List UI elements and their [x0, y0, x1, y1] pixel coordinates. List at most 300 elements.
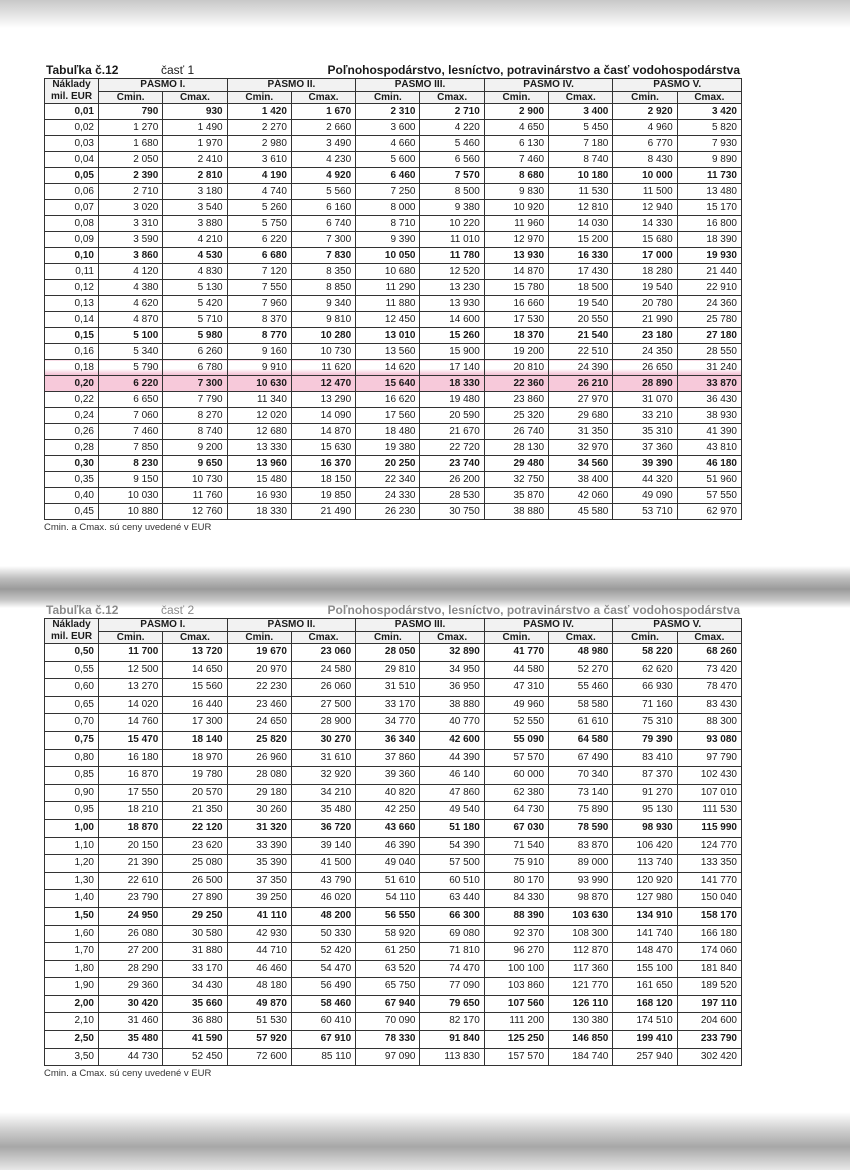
cmin-cell: 55 090: [484, 731, 548, 749]
cmax-cell: 30 580: [163, 925, 227, 943]
cost-cell: 0,02: [45, 120, 99, 136]
cmax-cell: 62 970: [677, 504, 741, 520]
cmax-cell: 78 470: [677, 679, 741, 697]
cmin-cell: 26 080: [99, 925, 163, 943]
cost-cell: 0,01: [45, 104, 99, 120]
cmin-cell: 11 880: [356, 296, 420, 312]
cmax-cell: 11 010: [420, 232, 484, 248]
cmax-cell: 48 980: [549, 644, 613, 662]
cmin-cell: 18 330: [227, 504, 291, 520]
table-row: [45, 749, 742, 767]
cmax-cell: 31 350: [549, 424, 613, 440]
cmin-cell: 100 100: [484, 960, 548, 978]
cmax-cell: 46 180: [677, 456, 741, 472]
cmin-cell: 42 250: [356, 802, 420, 820]
table-row: [45, 264, 742, 280]
cmax-cell: 5 560: [291, 184, 355, 200]
cmin-cell: 58 920: [356, 925, 420, 943]
cmax-cell: 17 300: [163, 714, 227, 732]
cmin-cell: 24 350: [613, 344, 677, 360]
cmin-cell: 84 330: [484, 890, 548, 908]
cmin-cell: 46 390: [356, 837, 420, 855]
cmax-cell: 3 180: [163, 184, 227, 200]
cost-cell: 0,55: [45, 661, 99, 679]
cmin-cell: 34 770: [356, 714, 420, 732]
cmin-cell: 96 270: [484, 943, 548, 961]
cmin-cell: 14 330: [613, 216, 677, 232]
cmin-cell: 9 150: [99, 472, 163, 488]
table-part-1: [44, 62, 742, 533]
cmin-cell: 18 280: [613, 264, 677, 280]
cmax-cell: 11 730: [677, 168, 741, 184]
cmax-cell: 43 790: [291, 872, 355, 890]
table-row: [45, 472, 742, 488]
cmin-cell: 79 390: [613, 731, 677, 749]
cmax-cell: 16 800: [677, 216, 741, 232]
cost-cell: 0,15: [45, 328, 99, 344]
cmin-cell: 5 600: [356, 152, 420, 168]
cmin-cell: 37 350: [227, 872, 291, 890]
table-row: [45, 184, 742, 200]
cmax-cell: 48 200: [291, 907, 355, 925]
cost-column-header: [45, 79, 99, 104]
cmin-cell: 43 660: [356, 819, 420, 837]
cost-cell: 0,26: [45, 424, 99, 440]
cmax-cell: 30 270: [291, 731, 355, 749]
cmax-cell: 24 580: [291, 661, 355, 679]
cmax-cell: 204 600: [677, 1013, 741, 1031]
cmin-header: Cmin.: [227, 91, 291, 104]
cmin-cell: 10 630: [227, 376, 291, 392]
cmin-cell: 7 250: [356, 184, 420, 200]
cmin-cell: 6 680: [227, 248, 291, 264]
cmax-cell: 26 060: [291, 679, 355, 697]
cmin-cell: 11 340: [227, 392, 291, 408]
cmax-cell: 7 180: [549, 136, 613, 152]
cmin-cell: 9 160: [227, 344, 291, 360]
cmin-cell: 30 260: [227, 802, 291, 820]
cmax-cell: 89 000: [549, 855, 613, 873]
cmin-cell: 2 390: [99, 168, 163, 184]
cmax-cell: 4 920: [291, 168, 355, 184]
cmin-cell: 11 700: [99, 644, 163, 662]
cmax-cell: 2 410: [163, 152, 227, 168]
cmax-cell: 64 580: [549, 731, 613, 749]
cmin-header: Cmin.: [484, 91, 548, 104]
cmax-cell: 2 810: [163, 168, 227, 184]
table-title: [44, 62, 742, 78]
cost-cell: 0,24: [45, 408, 99, 424]
cmax-cell: 22 720: [420, 440, 484, 456]
zone-header: PÁSMO II.: [227, 619, 356, 632]
cmin-cell: 38 880: [484, 504, 548, 520]
cmax-cell: 18 390: [677, 232, 741, 248]
cost-cell: 0,09: [45, 232, 99, 248]
cmin-cell: 65 750: [356, 978, 420, 996]
table-row: [45, 424, 742, 440]
cost-column-header: [45, 619, 99, 644]
cmin-cell: 161 650: [613, 978, 677, 996]
cmin-cell: 17 560: [356, 408, 420, 424]
cost-cell: 3,50: [45, 1048, 99, 1066]
cmin-cell: 4 620: [99, 296, 163, 312]
cmin-cell: 23 790: [99, 890, 163, 908]
cmin-cell: 16 870: [99, 767, 163, 785]
cmax-cell: 20 570: [163, 784, 227, 802]
cmax-cell: 7 570: [420, 168, 484, 184]
cmax-cell: 8 350: [291, 264, 355, 280]
cmin-cell: 10 880: [99, 504, 163, 520]
cmax-cell: 15 900: [420, 344, 484, 360]
cmax-cell: 20 550: [549, 312, 613, 328]
cmin-cell: 22 340: [356, 472, 420, 488]
cost-cell: 0,70: [45, 714, 99, 732]
cmin-cell: 20 970: [227, 661, 291, 679]
cmin-cell: 11 500: [613, 184, 677, 200]
cmax-header: Cmax.: [163, 631, 227, 644]
table-row: [45, 168, 742, 184]
cmax-cell: 44 390: [420, 749, 484, 767]
cmin-cell: 26 230: [356, 504, 420, 520]
cmax-cell: 4 830: [163, 264, 227, 280]
cmin-cell: 125 250: [484, 1031, 548, 1049]
table-row: [45, 1013, 742, 1031]
cmax-cell: 73 140: [549, 784, 613, 802]
cmax-cell: 6 260: [163, 344, 227, 360]
table-row: [45, 890, 742, 908]
cmin-cell: 11 290: [356, 280, 420, 296]
cost-cell: 0,80: [45, 749, 99, 767]
cmax-cell: 102 430: [677, 767, 741, 785]
cmin-cell: 10 030: [99, 488, 163, 504]
cmin-cell: 31 460: [99, 1013, 163, 1031]
cmax-cell: 58 460: [291, 995, 355, 1013]
cmax-cell: 49 540: [420, 802, 484, 820]
cmax-cell: 1 670: [291, 104, 355, 120]
sector-title: Poľnohospodárstvo, lesníctvo, potravinárstvo a časť vodohospodárstva: [327, 603, 740, 617]
cmin-cell: 35 310: [613, 424, 677, 440]
table-row: [45, 104, 742, 120]
cmax-cell: 103 630: [549, 907, 613, 925]
zone-header: PÁSMO I.: [99, 619, 228, 632]
cmax-cell: 55 460: [549, 679, 613, 697]
cmax-cell: 111 530: [677, 802, 741, 820]
zone-header: PÁSMO III.: [356, 79, 485, 92]
cmin-cell: 155 100: [613, 960, 677, 978]
cmin-cell: 25 820: [227, 731, 291, 749]
cmin-cell: 23 180: [613, 328, 677, 344]
cmax-cell: 115 990: [677, 819, 741, 837]
cmax-cell: 47 860: [420, 784, 484, 802]
cost-cell: 0,22: [45, 392, 99, 408]
table-row: [45, 907, 742, 925]
table-row: [45, 344, 742, 360]
cmin-cell: 7 060: [99, 408, 163, 424]
table-row: [45, 995, 742, 1013]
cost-cell: 0,07: [45, 200, 99, 216]
cmax-cell: 41 500: [291, 855, 355, 873]
cost-cell: 0,14: [45, 312, 99, 328]
cmax-cell: 7 300: [163, 376, 227, 392]
price-note: Cmin. a Cmax. sú ceny uvedené v EUR: [44, 1068, 212, 1080]
cmax-cell: 4 230: [291, 152, 355, 168]
cmin-cell: 39 250: [227, 890, 291, 908]
cmax-cell: 31 880: [163, 943, 227, 961]
cmax-cell: 67 490: [549, 749, 613, 767]
cmin-cell: 113 740: [613, 855, 677, 873]
cmax-cell: 46 020: [291, 890, 355, 908]
cost-cell: 2,00: [45, 995, 99, 1013]
cmin-cell: 53 710: [613, 504, 677, 520]
cmax-cell: 13 290: [291, 392, 355, 408]
cmax-cell: 42 060: [549, 488, 613, 504]
cmax-cell: 93 080: [677, 731, 741, 749]
cmax-cell: 66 300: [420, 907, 484, 925]
cmin-cell: 4 380: [99, 280, 163, 296]
table-row: [45, 232, 742, 248]
cmin-cell: 23 460: [227, 696, 291, 714]
cmin-cell: 141 740: [613, 925, 677, 943]
cmax-cell: 3 400: [549, 104, 613, 120]
cmax-cell: 34 950: [420, 661, 484, 679]
cmin-cell: 8 680: [484, 168, 548, 184]
cmin-cell: 49 960: [484, 696, 548, 714]
cmin-cell: 3 310: [99, 216, 163, 232]
cmax-cell: 12 470: [291, 376, 355, 392]
cmin-cell: 78 330: [356, 1031, 420, 1049]
cmax-cell: 26 200: [420, 472, 484, 488]
cmin-cell: 92 370: [484, 925, 548, 943]
cmin-cell: 39 360: [356, 767, 420, 785]
cmin-cell: 2 710: [99, 184, 163, 200]
cmax-cell: 11 620: [291, 360, 355, 376]
cmin-cell: 2 310: [356, 104, 420, 120]
cmin-cell: 67 940: [356, 995, 420, 1013]
sector-title: Poľnohospodárstvo, lesníctvo, potravinárstvo a časť vodohospodárstva: [327, 63, 740, 77]
cmin-cell: 7 460: [99, 424, 163, 440]
cmin-cell: 17 550: [99, 784, 163, 802]
cmin-cell: 7 460: [484, 152, 548, 168]
cmax-cell: 17 430: [549, 264, 613, 280]
cmin-cell: 83 410: [613, 749, 677, 767]
cmin-cell: 37 360: [613, 440, 677, 456]
table-title: [44, 602, 742, 618]
cmin-cell: 21 990: [613, 312, 677, 328]
cmax-cell: 24 390: [549, 360, 613, 376]
cmin-cell: 134 910: [613, 907, 677, 925]
cmax-cell: 21 670: [420, 424, 484, 440]
cmin-cell: 5 750: [227, 216, 291, 232]
cmax-cell: 36 950: [420, 679, 484, 697]
cmin-cell: 4 120: [99, 264, 163, 280]
cmax-cell: 31 610: [291, 749, 355, 767]
cmax-cell: 4 210: [163, 232, 227, 248]
cmax-cell: 117 360: [549, 960, 613, 978]
table-row: [45, 731, 742, 749]
cmax-cell: 6 160: [291, 200, 355, 216]
cmax-cell: 13 720: [163, 644, 227, 662]
cmin-cell: 4 870: [99, 312, 163, 328]
cmin-cell: 10 920: [484, 200, 548, 216]
cmin-cell: 88 390: [484, 907, 548, 925]
cmin-cell: 8 230: [99, 456, 163, 472]
cmin-cell: 18 370: [484, 328, 548, 344]
cmax-cell: 6 560: [420, 152, 484, 168]
cmin-cell: 127 980: [613, 890, 677, 908]
cmax-cell: 197 110: [677, 995, 741, 1013]
cmax-cell: 8 850: [291, 280, 355, 296]
cmax-cell: 69 080: [420, 925, 484, 943]
cmin-cell: 8 770: [227, 328, 291, 344]
cmax-cell: 184 740: [549, 1048, 613, 1066]
cmin-cell: 13 270: [99, 679, 163, 697]
cmax-cell: 15 260: [420, 328, 484, 344]
cmax-cell: 9 340: [291, 296, 355, 312]
cmax-cell: 19 930: [677, 248, 741, 264]
cmin-header: Cmin.: [356, 631, 420, 644]
cmax-cell: 38 400: [549, 472, 613, 488]
cmax-header: Cmax.: [163, 91, 227, 104]
cmin-cell: 35 870: [484, 488, 548, 504]
cost-cell: 0,28: [45, 440, 99, 456]
cmin-cell: 2 980: [227, 136, 291, 152]
cmax-cell: 21 490: [291, 504, 355, 520]
cmin-cell: 4 660: [356, 136, 420, 152]
cmax-cell: 83 430: [677, 696, 741, 714]
table-row: [45, 152, 742, 168]
cmin-cell: 44 710: [227, 943, 291, 961]
cmax-cell: 52 450: [163, 1048, 227, 1066]
cmax-cell: 14 600: [420, 312, 484, 328]
cmax-cell: 39 140: [291, 837, 355, 855]
cmax-cell: 9 200: [163, 440, 227, 456]
cmax-cell: 20 590: [420, 408, 484, 424]
cmax-cell: 21 540: [549, 328, 613, 344]
cmax-cell: 36 720: [291, 819, 355, 837]
cmin-cell: 8 370: [227, 312, 291, 328]
cmax-cell: 126 110: [549, 995, 613, 1013]
table-row: [45, 855, 742, 873]
cmin-cell: 26 740: [484, 424, 548, 440]
cmax-cell: 7 930: [677, 136, 741, 152]
cmax-cell: 10 220: [420, 216, 484, 232]
zone-header: PÁSMO II.: [227, 79, 356, 92]
cmin-cell: 11 960: [484, 216, 548, 232]
cmax-cell: 5 710: [163, 312, 227, 328]
cost-cell: 0,12: [45, 280, 99, 296]
cmin-cell: 10 680: [356, 264, 420, 280]
cmax-cell: 5 820: [677, 120, 741, 136]
cost-cell: 0,11: [45, 264, 99, 280]
table-row: [45, 120, 742, 136]
cmin-cell: 58 220: [613, 644, 677, 662]
cmax-cell: 16 370: [291, 456, 355, 472]
cmax-cell: 23 060: [291, 644, 355, 662]
cmax-cell: 88 300: [677, 714, 741, 732]
cmin-cell: 3 610: [227, 152, 291, 168]
cmin-cell: 56 550: [356, 907, 420, 925]
cmin-cell: 3 600: [356, 120, 420, 136]
cmin-cell: 7 550: [227, 280, 291, 296]
cmax-cell: 302 420: [677, 1048, 741, 1066]
cmin-cell: 28 080: [227, 767, 291, 785]
cost-cell: 0,05: [45, 168, 99, 184]
cmax-cell: 43 810: [677, 440, 741, 456]
cmax-cell: 42 600: [420, 731, 484, 749]
cmax-cell: 21 440: [677, 264, 741, 280]
cmax-cell: 15 560: [163, 679, 227, 697]
cmax-cell: 7 300: [291, 232, 355, 248]
cmax-cell: 97 790: [677, 749, 741, 767]
cmax-cell: 13 230: [420, 280, 484, 296]
cmin-cell: 41 110: [227, 907, 291, 925]
price-table: [44, 78, 742, 520]
table-part-2: [44, 602, 742, 1079]
cmax-cell: 27 970: [549, 392, 613, 408]
cmax-cell: 2 710: [420, 104, 484, 120]
cmax-cell: 9 380: [420, 200, 484, 216]
cmin-header: Cmin.: [227, 631, 291, 644]
cmax-cell: 71 810: [420, 943, 484, 961]
cmax-cell: 35 660: [163, 995, 227, 1013]
cmax-cell: 124 770: [677, 837, 741, 855]
cmax-cell: 21 350: [163, 802, 227, 820]
cmax-cell: 18 500: [549, 280, 613, 296]
cost-cell: 1,40: [45, 890, 99, 908]
table-row: [45, 837, 742, 855]
cmin-cell: 51 610: [356, 872, 420, 890]
cmin-cell: 12 940: [613, 200, 677, 216]
cmax-cell: 58 580: [549, 696, 613, 714]
cmax-cell: 23 740: [420, 456, 484, 472]
cmin-cell: 15 470: [99, 731, 163, 749]
cmin-cell: 98 930: [613, 819, 677, 837]
cost-cell: 2,10: [45, 1013, 99, 1031]
cmax-cell: 112 870: [549, 943, 613, 961]
cmax-cell: 25 780: [677, 312, 741, 328]
cost-cell: 0,04: [45, 152, 99, 168]
zone-header: PÁSMO IV.: [484, 79, 613, 92]
cmin-cell: 8 710: [356, 216, 420, 232]
cost-cell: 1,80: [45, 960, 99, 978]
cmin-cell: 24 330: [356, 488, 420, 504]
cost-cell: 0,75: [45, 731, 99, 749]
cmin-cell: 44 320: [613, 472, 677, 488]
cost-cell: 1,90: [45, 978, 99, 996]
cmax-cell: 14 090: [291, 408, 355, 424]
cmax-cell: 9 810: [291, 312, 355, 328]
cost-cell: 0,06: [45, 184, 99, 200]
cmin-cell: 174 510: [613, 1013, 677, 1031]
cmin-cell: 6 460: [356, 168, 420, 184]
cost-header-line2: mil. EUR: [50, 91, 93, 102]
cmax-cell: 10 730: [291, 344, 355, 360]
table-row: [45, 136, 742, 152]
cmax-cell: 5 460: [420, 136, 484, 152]
cmax-cell: 8 500: [420, 184, 484, 200]
cmax-cell: 63 440: [420, 890, 484, 908]
cost-cell: 0,45: [45, 504, 99, 520]
cost-cell: 0,13: [45, 296, 99, 312]
table-row: [45, 661, 742, 679]
cost-cell: 1,70: [45, 943, 99, 961]
cmax-header: Cmax.: [420, 631, 484, 644]
cmax-cell: 54 470: [291, 960, 355, 978]
cmax-cell: 18 150: [291, 472, 355, 488]
cmax-cell: 181 840: [677, 960, 741, 978]
cmax-cell: 22 510: [549, 344, 613, 360]
table-row: [45, 488, 742, 504]
